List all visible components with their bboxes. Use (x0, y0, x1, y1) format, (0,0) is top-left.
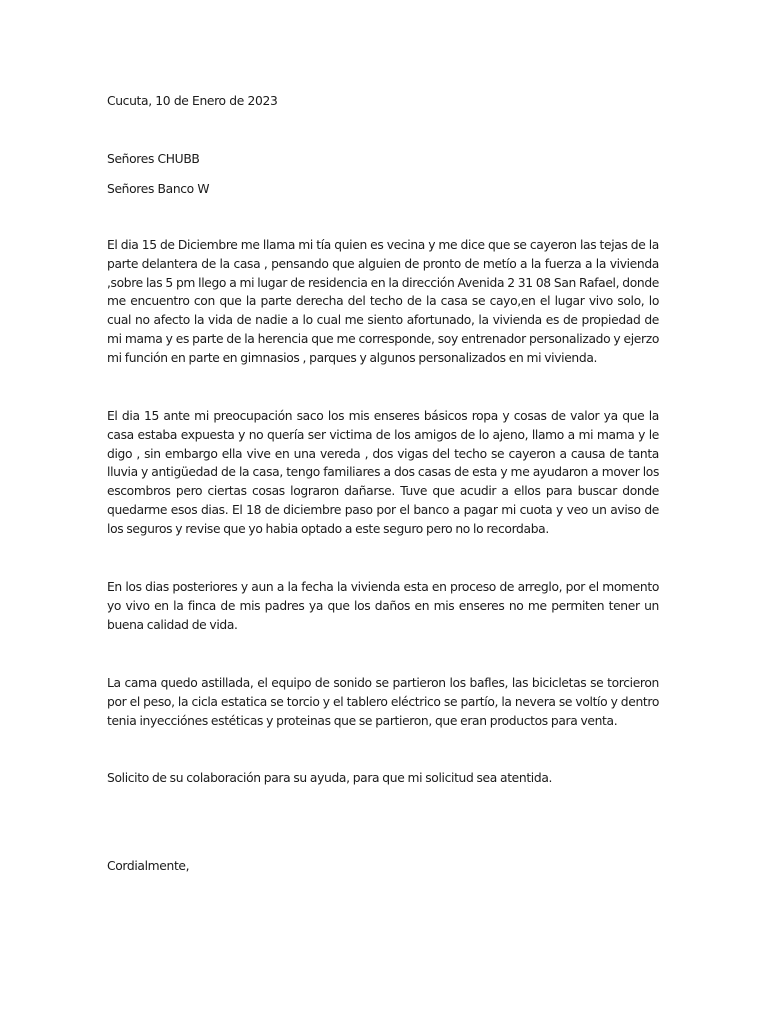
body-paragraph-3: En los dias posteriores y aun a la fecha la vivienda esta en proceso de arreglo, por el momento yo vivo en la finca de mis padres ya que los daños en mis enseres no me permiten tener un buena calidad de vida. (107, 580, 659, 632)
recipient-chubb: Señores CHUBB (107, 152, 200, 166)
date-line: Cucuta, 10 de Enero de 2023 (107, 94, 278, 108)
closing-salutation: Cordialmente, (107, 859, 190, 873)
body-paragraph-4: La cama quedo astillada, el equipo de sonido se partieron los bafles, las bicicletas se torcieron por el peso, la cicla estatica se torcio y el tablero eléctrico se partío, la nevera se voltío y dentro tenia inyecciónes estéticas y proteinas que se partieron, que eran productos para venta. (107, 676, 659, 728)
body-paragraph-2: El dia 15 ante mi preocupación saco los mis enseres básicos ropa y cosas de valor ya que la casa estaba expuesta y no quería ser victima de los amigos de lo ajeno, llamo a mi mama y le digo , sin embargo ella vive en una vereda , dos vigas del techo se cayeron a causa de tanta lluvia y antigüedad de la casa, tengo familiares a dos casas de esta y me ayudaron a mover los escombros pero ciertas cosas lograron dañarse. Tuve que acudir a ellos para buscar donde quedarme esos dias. El 18 de diciembre paso por el banco a pagar mi cuota y veo un aviso de los seguros y revise que yo habia optado a este seguro pero no lo recordaba. (107, 409, 659, 536)
body-paragraph-1: El dia 15 de Diciembre me llama mi tía quien es vecina y me dice que se cayeron las tejas de la parte delantera de la casa , pensando que alguien de pronto de metío a la fuerza a la vivienda ,sobre las 5 pm llego a mi lugar de residencia en la dirección Avenida 2 31 08 San Rafael, donde me encuentro con que la parte derecha del techo de la casa se cayo,en el lugar vivo solo, lo cual no afecto la vida de nadie a lo cual me siento afortunado, la vivienda es de propiedad de mi mama y es parte de la herencia que me corresponde, soy entrenador personalizado y ejerzo mi función en parte en gimnasios , parques y algunos personalizados en mi vivienda. (107, 238, 659, 365)
recipient-banco-w: Señores Banco W (107, 182, 210, 196)
body-paragraph-5: Solicito de su colaboración para su ayuda, para que mi solicitud sea atentida. (107, 771, 553, 785)
